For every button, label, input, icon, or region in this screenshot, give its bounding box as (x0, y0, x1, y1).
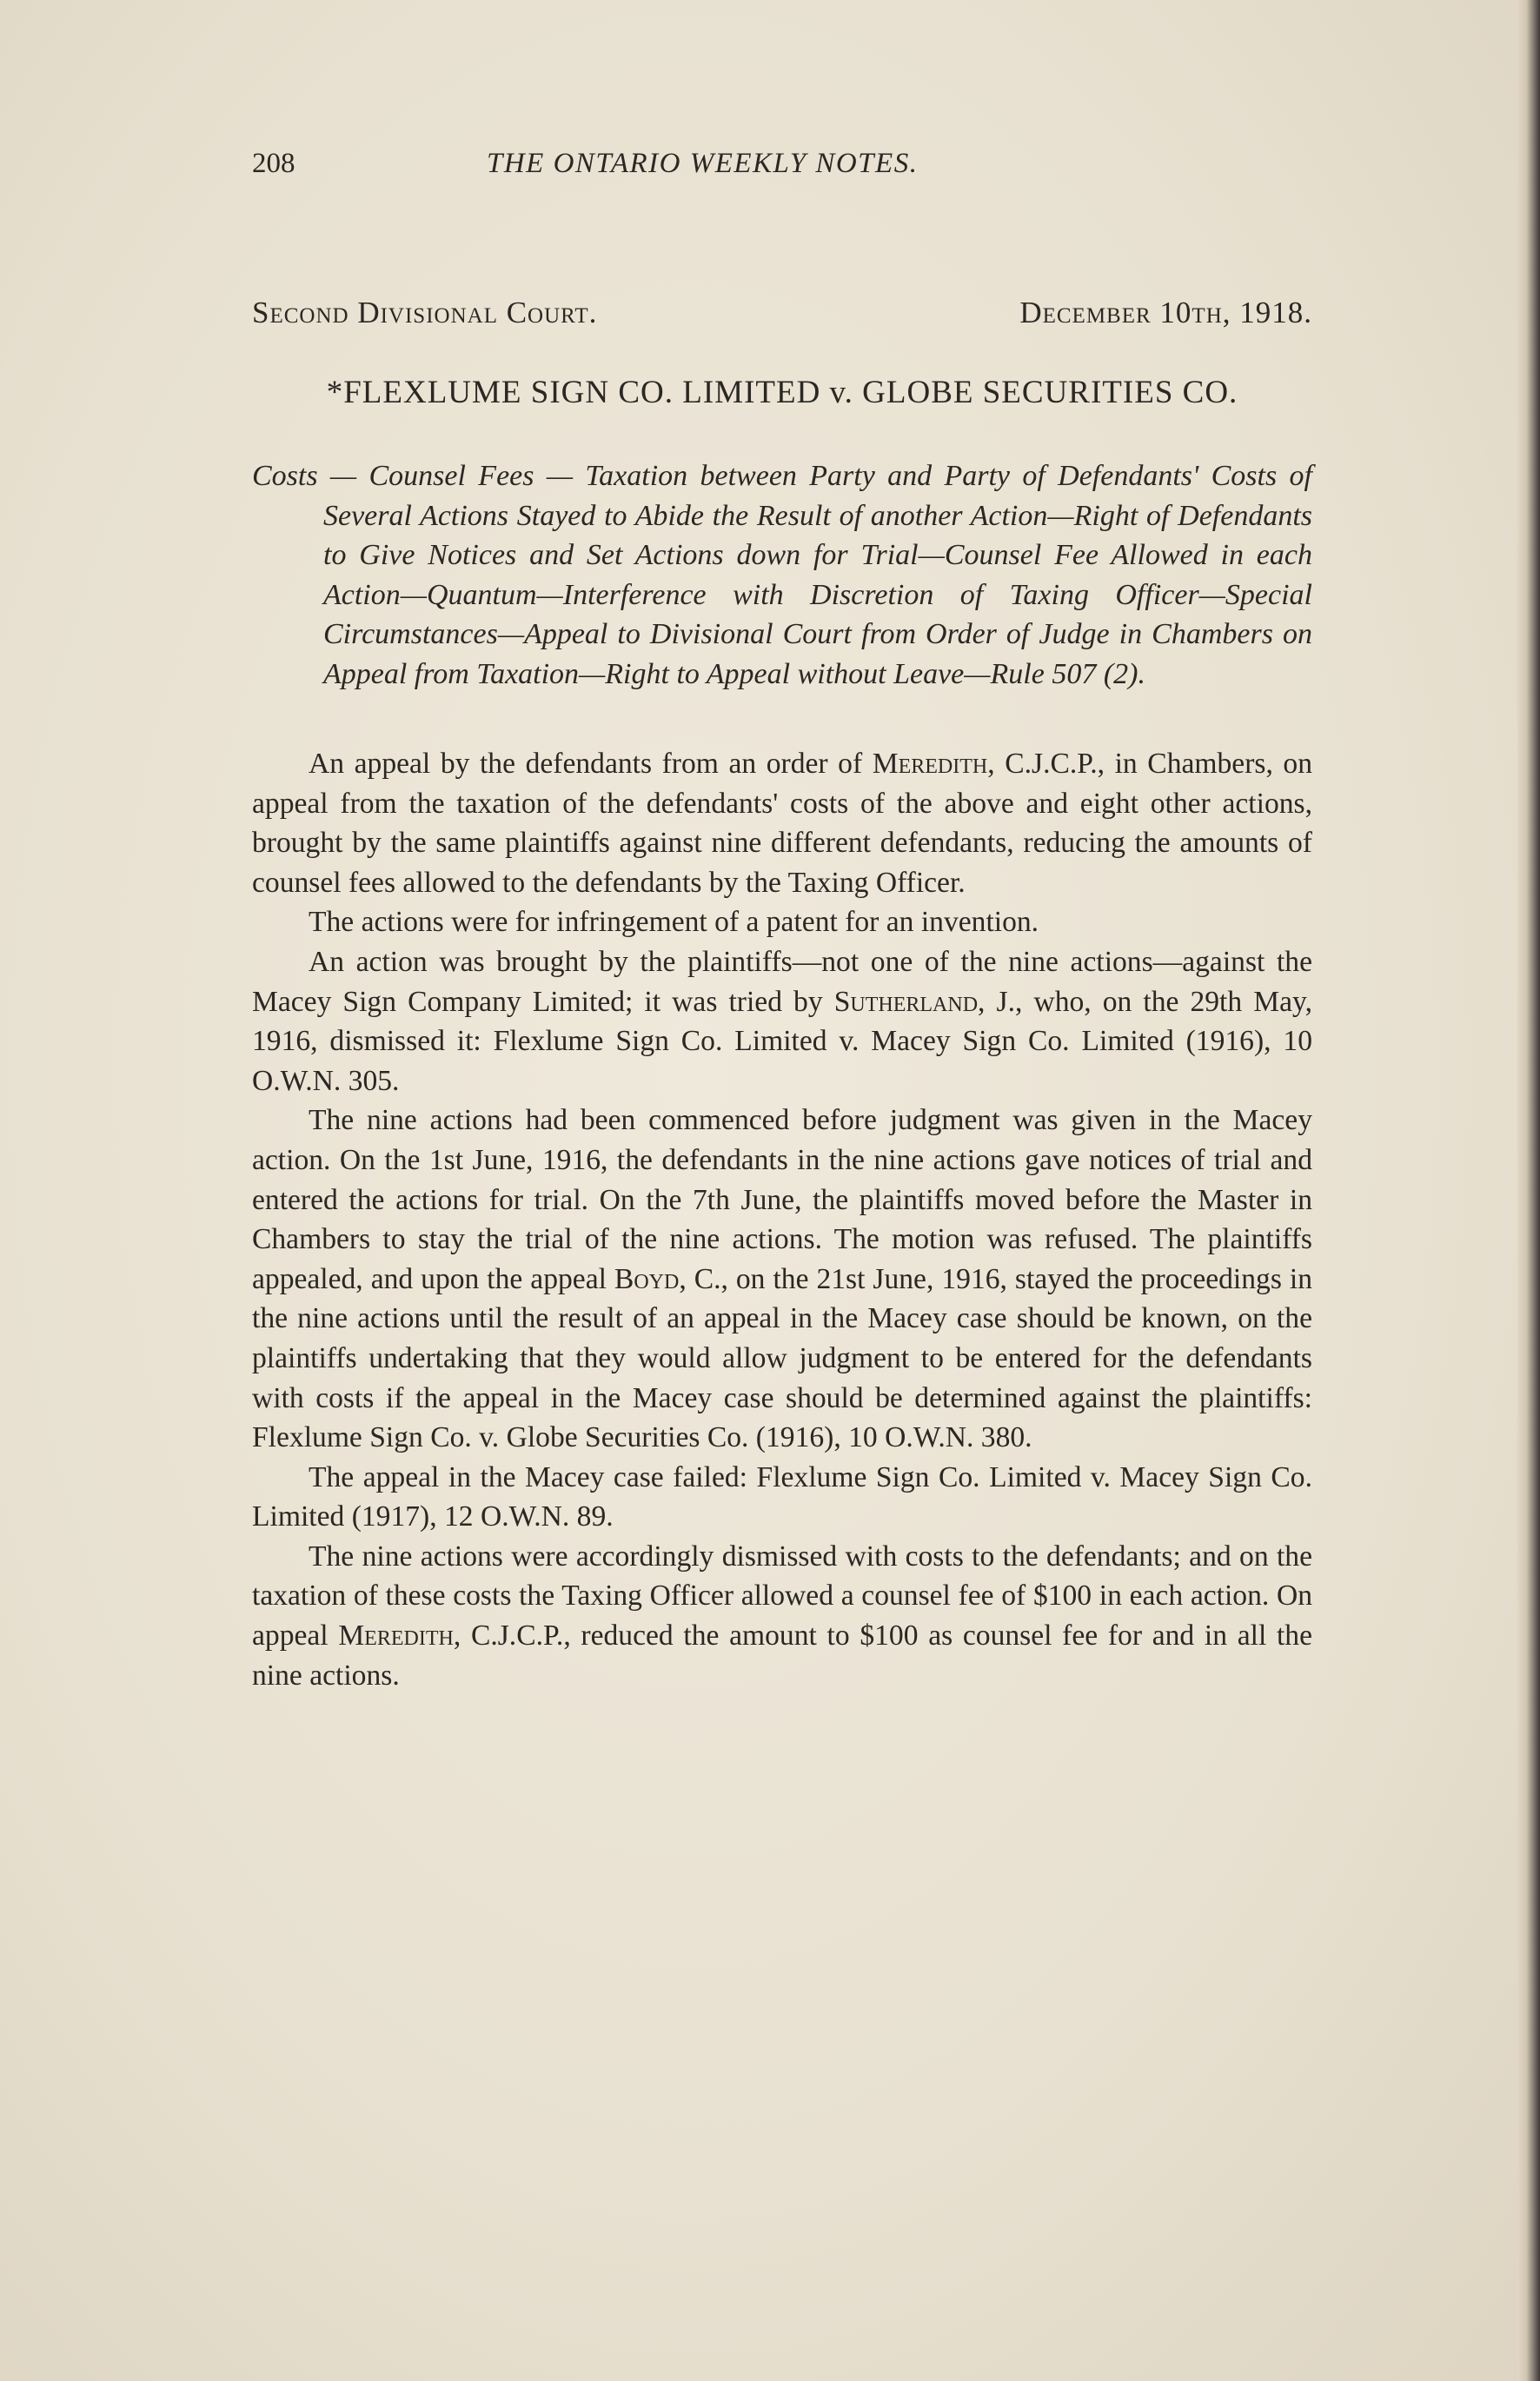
paragraph-4-text-b: , C., on the 21st June, 1916, stayed the proceedings in the nine actions until the result of an appeal in the Macey case should be known, on the plaintiffs undertaking that they would allow judgment to be entered for the defendants with costs if the appeal in the Macey case should be determined against the plaintiffs: Flexlume Sign Co. v. Globe Securities Co. (1916), 10 O.W.N. 380. (252, 1262, 1312, 1454)
paragraph-5: The appeal in the Macey case failed: Flexlume Sign Co. Limited v. Macey Sign Co. Limited (1917), 12 O.W.N. 89. (252, 1460, 1312, 1533)
court-name: Second Divisional Court. (252, 296, 598, 329)
page-number: 208 (252, 148, 295, 179)
paragraph-1-text-b: , C.J.C.P., in Chambers, on appeal from the taxation of the defendants' costs of the above and eight other actions, brought by the same plaintiffs against nine different defendants, reducing the amounts of counsel fees allowed to the defendants by the Taxing Officer. (252, 748, 1312, 899)
headnote: Costs — Counsel Fees — Taxation between Party and Party of Defendants' Costs of Several Actions Stayed to Abide the Result of another Action—Right of Defendants to Give Notices and Set Actions down for Trial—Counsel Fee Allowed in each Action—Quantum—Interference with Discretion of Taxing Officer—Special Circumstances—Appeal to Divisional Court from Order of Judge in Chambers on Appeal from Taxation—Right to Appeal without Leave—Rule 507 (2). (252, 460, 1312, 690)
paragraph-6-text-b: , C.J.C.P., reduced the amount to $100 as counsel fee for and in all the nine actions. (252, 1619, 1313, 1692)
paragraph-4-text-a: The nine actions had been commenced before judgment was given in the Macey action. On the 1st June, 1916, the defendants in the nine actions gave notices of trial and entered the actions for trial. On the 7th June, the plaintiffs moved before the Master in Chambers to stay the trial of the nine actions. The motion was refused. The plaintiffs appealed, and upon the appeal (252, 1104, 1312, 1295)
text-column (252, 148, 1312, 1695)
paragraph-1 (252, 744, 1312, 902)
judge-name: Meredith (872, 748, 988, 780)
court-line (252, 296, 1312, 330)
paragraph-3 (252, 942, 1312, 1101)
judge-name: Meredith (338, 1619, 454, 1653)
paragraph-3-text-b: , J., who, on the 29th May, 1916, dismissed it: Flexlume Sign Co. Limited v. Macey Sign Co. Limited (1916), 10 O.W.N. 305. (252, 985, 1313, 1097)
paragraph-1-text-a: An appeal by the defendants from an order of (309, 748, 873, 780)
paragraph-2: The actions were for infringement of a patent for an invention. (309, 906, 1039, 939)
judge-name: Boyd (614, 1262, 680, 1295)
decision-date: December 10th, 1918. (1019, 296, 1312, 329)
running-head (252, 148, 1312, 252)
page-edge-shadow (1517, 0, 1540, 2381)
paragraph-4 (252, 1101, 1312, 1457)
paragraph-6-text-a: The nine actions were accordingly dismissed with costs to the defendants; and on the taxation of these costs the Taxing Officer allowed a counsel fee of $100 in each action. On appeal (252, 1540, 1312, 1653)
paragraph-6 (252, 1537, 1312, 1695)
body-text (252, 744, 1312, 1695)
case-title: *FLEXLUME SIGN CO. LIMITED v. GLOBE SECURITIES CO. (326, 375, 1238, 410)
journal-title: THE ONTARIO WEEKLY NOTES. (487, 148, 919, 179)
judge-name: Sutherland (833, 985, 979, 1018)
paragraph-3-text-a: An action was brought by the plaintiffs—not one of the nine actions—against the Macey Sign Company Limited; it was tried by (252, 945, 1312, 1018)
